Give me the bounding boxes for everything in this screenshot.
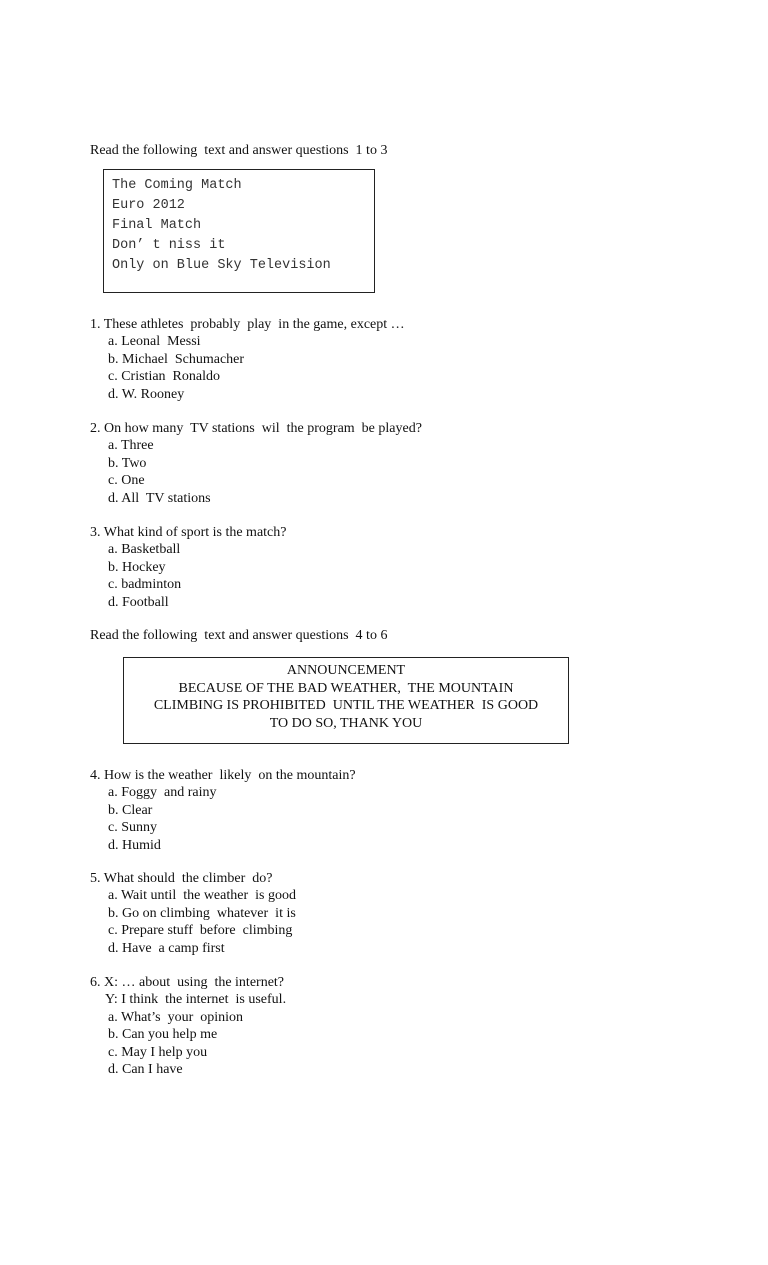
answer-option: c. One [108,473,145,489]
answer-option: b. Michael Schumacher [108,351,245,367]
answer-option: a. Basketball [108,542,181,558]
advert-line: Don’ t niss it [112,238,226,253]
advert-line: Only on Blue Sky Television [112,258,331,273]
answer-option: a. What’s your opinion [108,1009,244,1025]
answer-option: d. Have a camp first [108,940,225,956]
announcement-box [123,657,569,744]
answer-option: d. Humid [108,837,161,853]
answer-option: b. Clear [108,802,153,818]
advert-line: The Coming Match [112,178,242,193]
question-stem: 1. These athletes probably play in the game, except … [90,317,405,332]
question-1 [90,316,405,403]
answer-option: a. Three [108,438,154,454]
question-stem: 4. How is the weather likely on the mountain? [90,768,356,783]
answer-option: b. Can you help me [108,1027,218,1043]
answer-option: c. May I help you [108,1044,208,1060]
answer-option: d. W. Rooney [108,386,185,402]
answer-option: c. Cristian Ronaldo [108,369,220,385]
answer-option: d. All TV stations [108,490,211,506]
advert-box [103,169,375,293]
question-stem: 3. What kind of sport is the match? [90,525,287,540]
question-4 [90,767,356,854]
answer-option: b. Go on climbing whatever it is [108,905,296,921]
answer-option: c. Sunny [108,820,157,836]
question-stem: 2. On how many TV stations wil the program be played? [90,421,422,436]
announcement-line: BECAUSE OF THE BAD WEATHER, THE MOUNTAIN [178,680,514,696]
instruction-2: Read the following text and answer questions 4 to 6 [90,628,388,643]
answer-option: d. Football [108,594,169,610]
question-3 [90,524,286,611]
answer-option: a. Wait until the weather is good [108,888,296,904]
question-stem: 6. X: … about using the internet? [90,975,285,990]
announcement-line: ANNOUNCEMENT [286,663,406,678]
answer-option: a. Foggy and rainy [108,785,217,801]
answer-option: c. Prepare stuff before climbing [108,923,293,939]
dialogue-reply: Y: I think the internet is useful. [105,992,287,1008]
answer-option: d. Can I have [108,1062,183,1078]
instruction-1: Read the following text and answer questions 1 to 3 [90,143,388,158]
announcement-line: TO DO SO, THANK YOU [269,715,423,731]
answer-option: b. Two [108,455,147,471]
advert-line: Euro 2012 [112,198,185,213]
question-6 [90,974,286,1078]
advert-line: Final Match [112,218,202,233]
answer-option: c. badminton [108,577,182,593]
question-2 [90,420,422,507]
answer-option: a. Leonal Messi [108,334,201,350]
answer-option: b. Hockey [108,559,166,575]
question-5 [90,870,296,957]
announcement-line: CLIMBING IS PROHIBITED UNTIL THE WEATHER IS GOOD [153,698,539,713]
question-stem: 5. What should the climber do? [90,871,273,886]
